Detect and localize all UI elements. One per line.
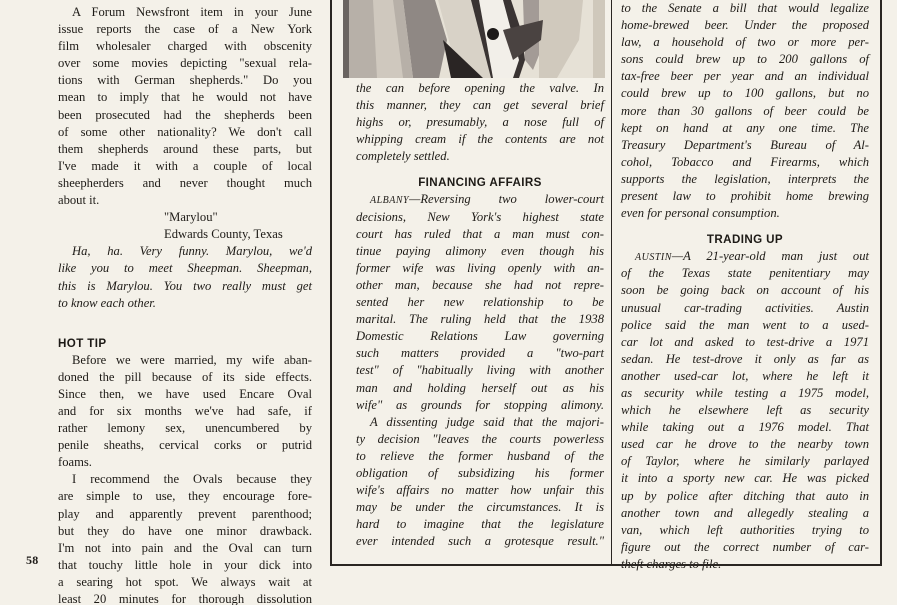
- trading-up-body: [621, 265, 869, 573]
- text-line: Treasury Department's Bureau of Al-: [621, 137, 869, 152]
- text-line: to relieve the former husband of the: [356, 448, 604, 463]
- text-line: of some other nationality? We don't call: [58, 124, 312, 139]
- text-line: unusual car-trading activities. Austin: [621, 300, 869, 315]
- middle-column: [356, 0, 604, 550]
- text-line: this is Marylou. You two really must get: [58, 278, 312, 293]
- text-line: them shepherds around these parts, but: [58, 141, 312, 156]
- text-line: wife" as grounds for stopping alimony.: [356, 397, 604, 412]
- text-line: A dissenting judge said that the majori-: [370, 414, 604, 429]
- page-number: 58: [26, 553, 39, 567]
- text-line: that touchy little hole in your dick into: [58, 557, 312, 572]
- spacer: [58, 312, 312, 335]
- text-line: the can before opening the valve. In: [356, 81, 604, 95]
- text-line: Before we were married, my wife aban-: [72, 352, 312, 367]
- text-line: to know each other.: [58, 295, 156, 310]
- text-line: wife's affairs no matter how unfair this: [356, 483, 604, 498]
- text-line: completely settled.: [356, 149, 450, 164]
- bottom-rule: [330, 564, 882, 566]
- text-line: mean to imply that he would not have: [58, 90, 312, 105]
- text-line: been prosecuted had the shepherds been: [58, 107, 312, 122]
- section-heading-financing-affairs: FINANCING AFFAIRS: [418, 176, 542, 190]
- text-line: ever intended such a grotesque result.": [356, 534, 604, 549]
- left-column: [58, 4, 312, 605]
- text-line: I recommend the Ovals because they: [72, 472, 312, 487]
- text-line: figure out the correct number of car-: [621, 539, 869, 554]
- text-line: sons could brew up to 200 gallons of: [621, 52, 869, 67]
- text-line: car lot and asked to test-drive a 1971: [621, 334, 869, 349]
- hot-tip-body: [58, 352, 312, 605]
- section-heading-trading-up: TRADING UP: [706, 233, 784, 247]
- text-line: while taking out a 1976 model. That: [621, 420, 869, 435]
- text-line: I've made it with a couple of local: [58, 158, 312, 173]
- text-line: of Taylor, where he similarly parlayed: [621, 454, 869, 469]
- text-line: court has ruled that a man must con-: [356, 226, 604, 241]
- text-line: tax-free beer per year and an individual: [621, 69, 869, 84]
- text-line: could brew up to 100 gallons, but no: [621, 86, 869, 101]
- text-line: law, a household of two or more per-: [621, 35, 869, 50]
- text-line: sedan. He test-drove it only as far as: [621, 351, 869, 366]
- column-rule: [330, 0, 332, 565]
- text-line: kept on hand at any one time. The: [621, 120, 869, 135]
- column-rule: [611, 0, 612, 565]
- text-line: about it.: [58, 193, 100, 208]
- text-line: A Forum Newsfront item in your June: [72, 5, 312, 19]
- text-line: of the Texas state penitentiary may: [621, 266, 869, 281]
- home-brew-article-continued: [621, 0, 869, 222]
- lead-text: —A 21-year-old man just out: [671, 249, 869, 264]
- editor-reply: [58, 243, 312, 311]
- text-line: penile sheaths, cervical corks or putrid: [58, 438, 312, 453]
- text-line: and for six months we've had safe, if: [58, 403, 312, 418]
- text-line: former wife was living openly with an-: [356, 260, 604, 275]
- text-line: which he elsewhere left as security: [621, 403, 869, 418]
- text-line: this manner, they can get several brief: [356, 98, 604, 113]
- text-line: but they do have one minor drawback.: [58, 523, 312, 538]
- letter-signature-location: Edwards County, Texas: [164, 227, 283, 242]
- text-line: police said the man went to a used-: [621, 317, 869, 332]
- text-line: tions with German shepherds." Do you: [58, 73, 312, 88]
- article-lead-line: [621, 248, 869, 265]
- text-line: it into a sporty new car. He was picked: [621, 471, 869, 486]
- dateline: AUSTIN: [635, 252, 672, 264]
- photo-space: [356, 0, 604, 80]
- text-line: film wholesaler charged with obscenity: [58, 39, 312, 54]
- text-line: more than 30 gallons of beer could be: [621, 103, 869, 118]
- text-line: home-brewed beer. Under the proposed: [621, 18, 869, 33]
- text-line: to the Senate a bill that would legalize: [621, 1, 869, 15]
- dateline: ALBANY: [370, 195, 410, 207]
- text-line: highs or, presumably, a nose full of: [356, 115, 604, 130]
- text-line: Domestic Relations Law governing: [356, 329, 604, 344]
- lead-text: —Reversing two lower-court: [409, 192, 604, 207]
- text-line: used car he drove to the nearby town: [621, 437, 869, 452]
- text-line: another town and allegedly stealing a: [621, 505, 869, 520]
- text-line: sheepherders and never thought much: [58, 175, 312, 190]
- column-rule: [880, 0, 882, 565]
- text-line: cohol, Tobacco and Firearms, which: [621, 154, 869, 169]
- text-line: issue reports the case of a New York: [58, 22, 312, 37]
- text-line: obligation of subsidizing his former: [356, 465, 604, 480]
- text-line: man and holding herself out as his: [356, 380, 604, 395]
- text-line: such matters provided a "two-part: [356, 346, 604, 361]
- text-line: up by police after ditching that auto in: [621, 488, 869, 503]
- text-line: may be under the circumstances. It is: [356, 500, 604, 515]
- text-line: van, which left authorities trying to: [621, 522, 869, 537]
- text-line: over some movies depicting "sexual rela-: [58, 56, 312, 71]
- text-line: other man, because she had not repre-: [356, 277, 604, 292]
- text-line: a searing hot spot. We always wait at: [58, 574, 312, 589]
- text-line: rather lemony sex, unencumbered by: [58, 421, 312, 436]
- text-line: play and apparently prevent parenthood;: [58, 506, 312, 521]
- text-line: marital. The ruling held that the 1938: [356, 312, 604, 327]
- text-line: like you to meet Sheepman. Sheepman,: [58, 261, 312, 276]
- text-line: sented her new relationship to be: [356, 295, 604, 310]
- text-line: Since then, we have used Encare Oval: [58, 386, 312, 401]
- text-line: decisions, New York's highest state: [356, 209, 604, 224]
- photo-caption: [356, 80, 604, 165]
- right-column: [621, 0, 869, 573]
- letter-body: [58, 4, 312, 209]
- text-line: Ha, ha. Very funny. Marylou, we'd: [72, 244, 312, 259]
- text-line: whipping cream if the contents are not: [356, 132, 604, 147]
- text-line: doned the pill because of its side effects.: [58, 369, 312, 384]
- text-line: even for personal consumption.: [621, 206, 780, 221]
- text-line: as security while testing a 1975 model,: [621, 385, 869, 400]
- text-line: another used-car lot, where he left it: [621, 368, 869, 383]
- text-line: test" of "habitually living with another: [356, 363, 604, 378]
- letter-signature-name: "Marylou": [164, 210, 218, 225]
- text-line: are simple to use, they encourage fore-: [58, 489, 312, 504]
- text-line: soon be going back on account of his: [621, 283, 869, 298]
- text-line: supports the legislation, interprets the: [621, 171, 869, 186]
- text-line: tinue paying alimony even though his: [356, 243, 604, 258]
- text-line: ty decision "leaves the courts powerless: [356, 431, 604, 446]
- spacer: [621, 222, 869, 231]
- text-line: present law to prohibit home brewing: [621, 189, 869, 204]
- text-line: least 20 minutes for thorough dissolution: [58, 592, 312, 605]
- article-lead-line: [356, 191, 604, 208]
- section-heading-hot-tip: HOT TIP: [58, 336, 107, 350]
- spacer: [356, 165, 604, 174]
- text-line: hard to imagine that the legislature: [356, 517, 604, 532]
- text-line: foams.: [58, 455, 92, 470]
- financing-affairs-body: [356, 209, 604, 551]
- text-line: I'm not into pain and the Oval can turn: [58, 540, 312, 555]
